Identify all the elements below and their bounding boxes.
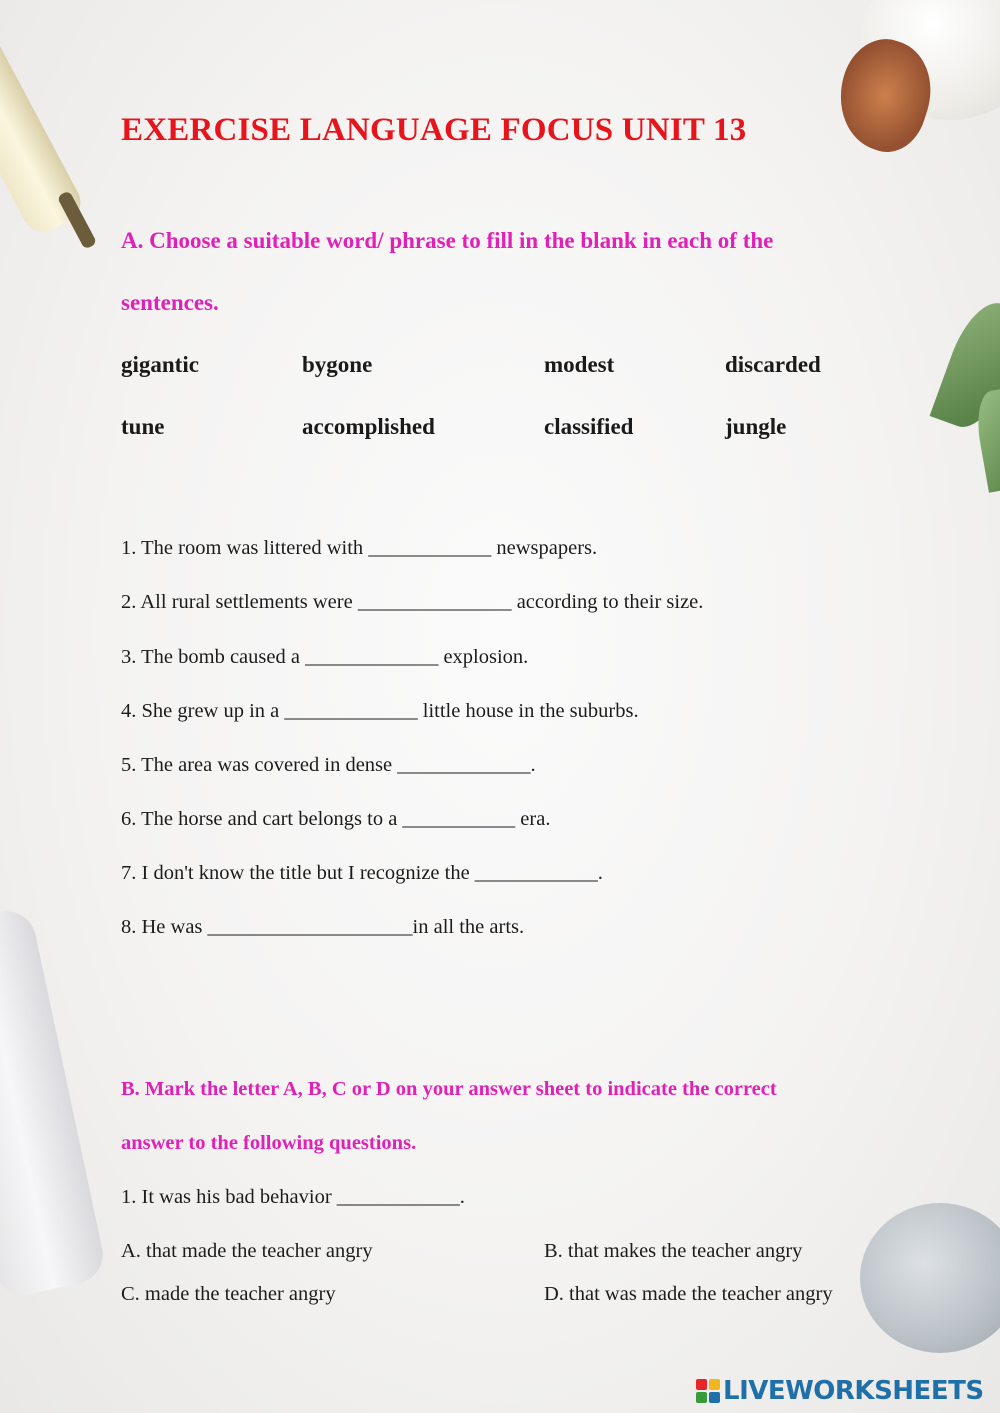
word-bank-item: discarded bbox=[725, 352, 821, 377]
option-c[interactable]: C. made the teacher angry bbox=[121, 1283, 336, 1305]
question-a4: 4. She grew up in a _____________ little house in the suburbs. bbox=[121, 700, 639, 722]
word-bank-item: accomplished bbox=[302, 414, 435, 439]
word-bank-item: jungle bbox=[725, 414, 787, 439]
page-title: EXERCISE LANGUAGE FOCUS UNIT 13 bbox=[121, 112, 747, 148]
logo-square bbox=[709, 1392, 720, 1403]
logo-square bbox=[696, 1379, 707, 1390]
question-a1: 1. The room was littered with ____________ newspapers. bbox=[121, 537, 598, 559]
question-a6: 6. The horse and cart belongs to a ___________ era. bbox=[121, 808, 551, 830]
option-b[interactable]: B. that makes the teacher angry bbox=[544, 1240, 803, 1262]
option-d[interactable]: D. that was made the teacher angry bbox=[544, 1283, 833, 1305]
word-bank-item: tune bbox=[121, 414, 165, 439]
option-a[interactable]: A. that made the teacher angry bbox=[121, 1240, 373, 1262]
logo-text: LIVEWORKSHEETS bbox=[723, 1376, 984, 1406]
liveworksheets-logo bbox=[696, 1376, 984, 1406]
word-bank-item: modest bbox=[544, 352, 615, 377]
section-a-heading-cont: sentences. bbox=[121, 290, 219, 315]
question-a3: 3. The bomb caused a _____________ explosion. bbox=[121, 646, 529, 668]
section-b-heading-cont: answer to the following questions. bbox=[121, 1132, 417, 1154]
question-b1: 1. It was his bad behavior ____________. bbox=[121, 1186, 465, 1208]
question-a5: 5. The area was covered in dense _____________. bbox=[121, 754, 536, 776]
question-a2: 2. All rural settlements were _______________ according to their size. bbox=[121, 591, 704, 613]
word-bank-item: gigantic bbox=[121, 352, 199, 377]
word-bank-item: classified bbox=[544, 414, 634, 439]
word-bank-item: bygone bbox=[302, 352, 373, 377]
section-b-heading: B. Mark the letter A, B, C or D on your answer sheet to indicate the correct bbox=[121, 1078, 777, 1100]
logo-grid-icon bbox=[696, 1379, 720, 1403]
question-a8: 8. He was ____________________in all the arts. bbox=[121, 916, 525, 938]
question-a7: 7. I don't know the title but I recognize the ____________. bbox=[121, 862, 603, 884]
logo-square bbox=[709, 1379, 720, 1390]
logo-square bbox=[696, 1392, 707, 1403]
section-a-heading: A. Choose a suitable word/ phrase to fill in the blank in each of the bbox=[121, 228, 774, 253]
